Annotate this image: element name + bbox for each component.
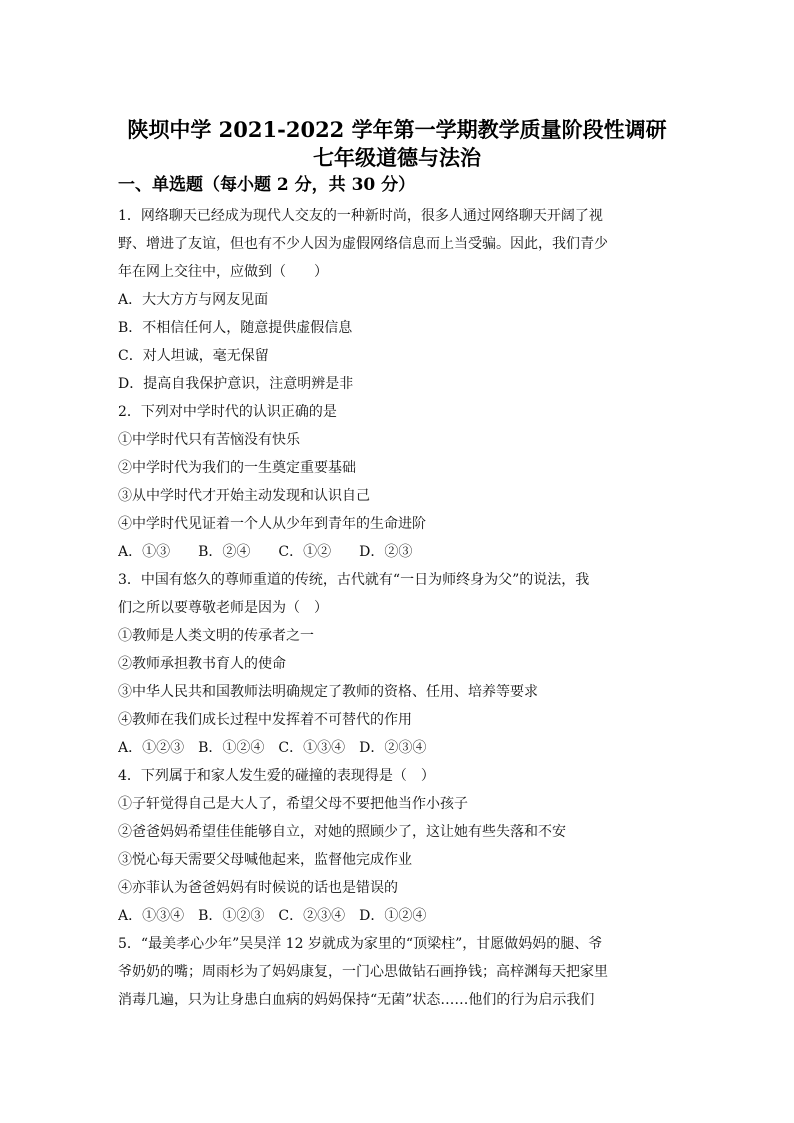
section-heading: 一、单选题（每小题 2 分，共 30 分） xyxy=(118,175,416,195)
question-stem-line: 2．下列对中学时代的认识正确的是 xyxy=(118,404,337,420)
question-stem-line: 1．网络聊天已经成为现代人交友的一种新时尚，很多人通过网络聊天开阔了视 xyxy=(118,208,603,224)
answer-option: C．对人坦诚，毫无保留 xyxy=(118,348,269,364)
statement-item: ①子轩觉得自己是大人了，希望父母不要把他当作小孩子 xyxy=(118,796,468,812)
question-5 xyxy=(118,930,678,1014)
statement-item: ①教师是人类文明的传承者之一 xyxy=(118,628,314,644)
answer-option: A．大大方方与网友见面 xyxy=(118,292,269,308)
statement-item: ④中学时代见证着一个人从少年到青年的生命进阶 xyxy=(118,516,426,532)
statement-item: ②中学时代为我们的一生奠定重要基础 xyxy=(118,460,356,476)
question-stem-line: 野、增进了友谊，但也有不少人因为虚假网络信息而上当受骗。因此，我们青少 xyxy=(118,236,608,252)
question-list xyxy=(118,202,678,1014)
statement-item: ①中学时代只有苦恼没有快乐 xyxy=(118,432,300,448)
question-2 xyxy=(118,398,678,566)
question-stem-line: 5．“最美孝心少年”吴昊洋 12 岁就成为家里的“顶梁柱”，甘愿做妈妈的腿、爷 xyxy=(118,936,603,952)
statement-item: ③中华人民共和国教师法明确规定了教师的资格、任用、培养等要求 xyxy=(118,684,538,700)
question-stem-line: 消毒几遍，只为让身患白血病的妈妈保持“无菌”状态……他们的行为启示我们 xyxy=(118,992,595,1008)
answer-option: B．不相信任何人，随意提供虚假信息 xyxy=(118,320,353,336)
statement-item: ④教师在我们成长过程中发挥着不可替代的作用 xyxy=(118,712,412,728)
statement-item: ④亦菲认为爸爸妈妈有时候说的话也是错误的 xyxy=(118,880,398,896)
statement-item: ③悦心每天需要父母喊他起来，监督他完成作业 xyxy=(118,852,412,868)
statement-item: ②教师承担教书育人的使命 xyxy=(118,656,286,672)
question-1 xyxy=(118,202,678,398)
answer-options: A．①③④ B．①②③ C．②③④ D．①②④ xyxy=(118,908,427,924)
question-stem-line: 爷奶奶的嘴；周雨杉为了妈妈康复，一门心思做钻石画挣钱；高梓渊每天把家里 xyxy=(118,964,608,980)
question-4 xyxy=(118,762,678,930)
answer-option: D．提高自我保护意识，注意明辨是非 xyxy=(118,376,354,392)
statement-item: ③从中学时代才开始主动发现和认识自己 xyxy=(118,488,370,504)
question-3 xyxy=(118,566,678,762)
answer-options: A．①②③ B．①②④ C．①③④ D．②③④ xyxy=(118,740,427,756)
question-stem-line: 4．下列属于和家人发生爱的碰撞的表现得是（ ） xyxy=(118,768,435,784)
question-stem-line: 3．中国有悠久的尊师重道的传统，古代就有“一日为师终身为父”的说法，我 xyxy=(118,572,590,588)
question-stem-line: 们之所以要尊敬老师是因为（ ） xyxy=(118,600,328,616)
answer-options: A．①③ B．②④ C．①② D．②③ xyxy=(118,544,413,560)
exam-subject-title: 七年级道德与法治 xyxy=(313,145,481,170)
exam-title: 陕坝中学 2021-2022 学年第一学期教学质量阶段性调研 xyxy=(127,117,667,142)
statement-item: ②爸爸妈妈希望佳佳能够自立，对她的照顾少了，这让她有些失落和不安 xyxy=(118,824,566,840)
question-stem-line: 年在网上交往中，应做到（ ） xyxy=(118,264,328,280)
